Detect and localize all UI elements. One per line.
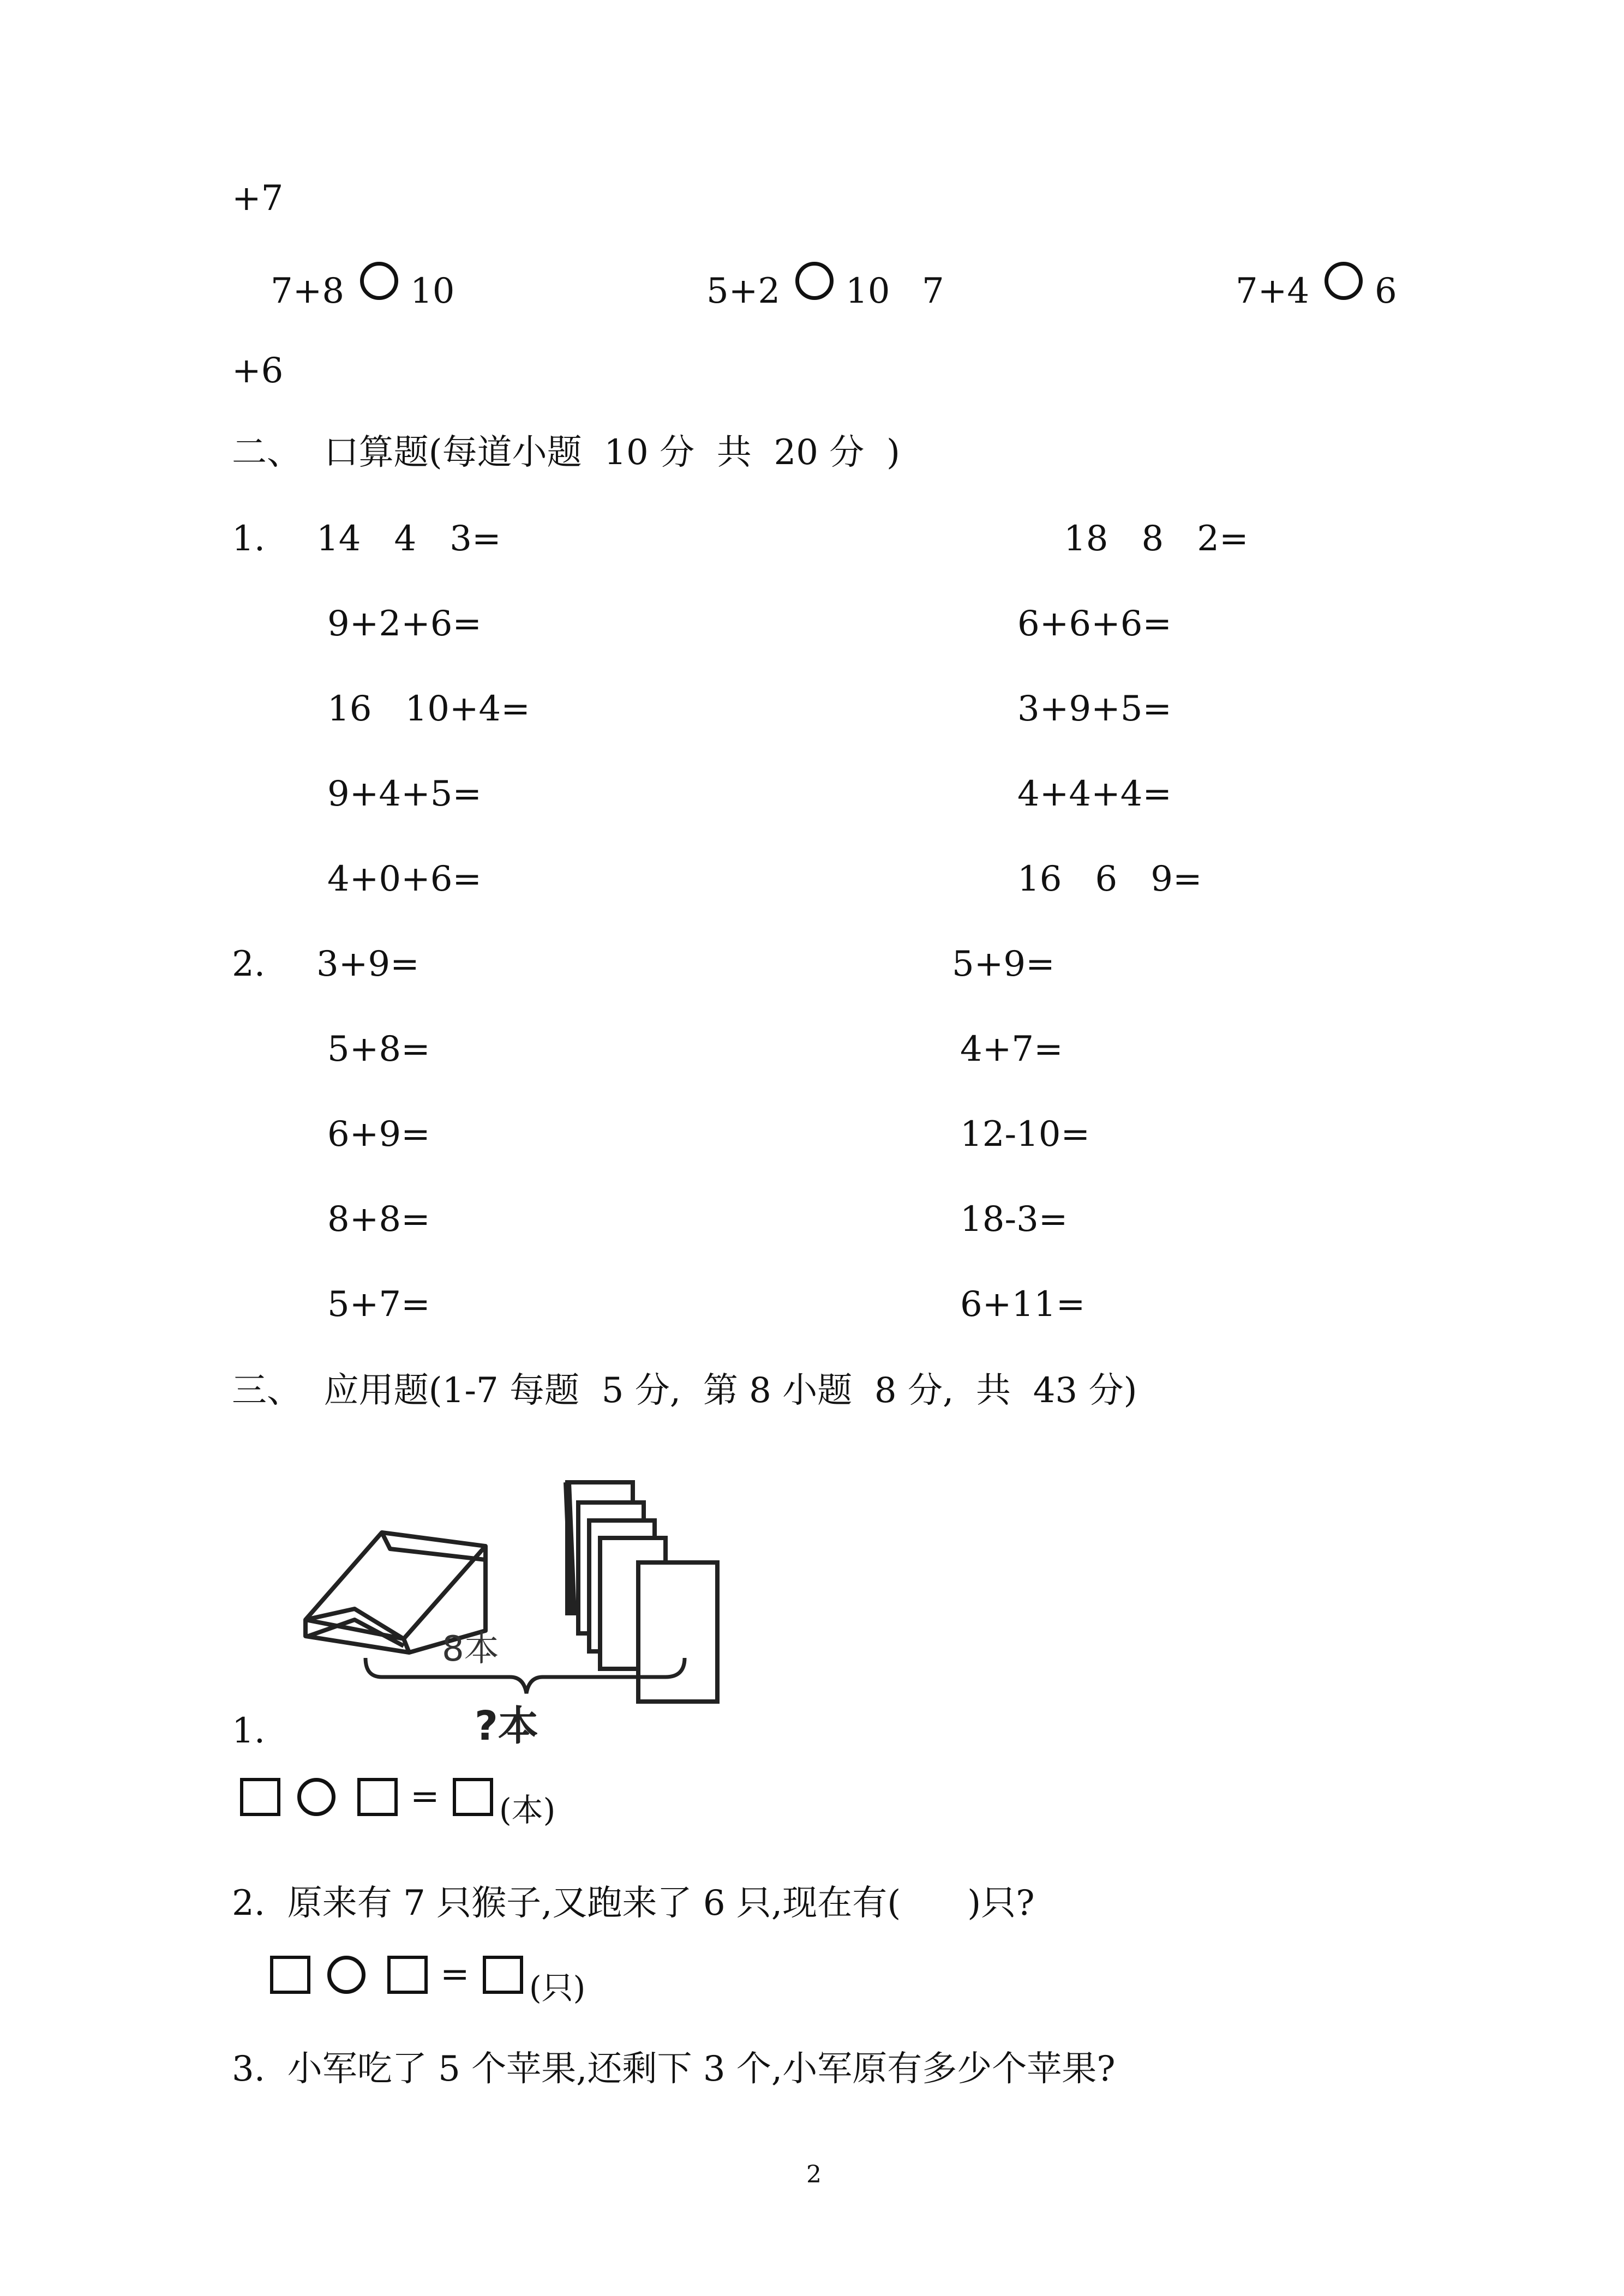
q2-left-3: 6+9= [327, 1114, 430, 1155]
q2-left-1: 3+9= [316, 944, 420, 984]
page-number: 2 [806, 2161, 822, 2189]
section2-heading: 二、 口算题(每道小题 10 分 共 20 分 ) [232, 432, 900, 473]
section3-heading: 三、 应用题(1-7 每题 5 分, 第 8 小题 8 分, 共 43 分) [232, 1371, 1137, 1411]
q1-right-4: 4+4+4= [1017, 774, 1172, 814]
operator-circle-1[interactable] [297, 1778, 335, 1816]
fragment-plus6: +6 [232, 351, 284, 391]
compare-circle-b [795, 262, 834, 300]
answer-box-6[interactable] [483, 1956, 523, 1994]
q2-right-2: 4+7= [960, 1029, 1063, 1069]
answer-box-5[interactable] [387, 1956, 428, 1994]
q2-left-2: 5+8= [327, 1029, 430, 1069]
q2-right-1: 5+9= [952, 944, 1055, 984]
q1-left-4: 9+4+5= [327, 774, 482, 814]
equals-sign-2: = [440, 1954, 470, 1994]
compare-b-left: 5+2 [706, 271, 781, 311]
q2-right-4: 18-3= [960, 1199, 1068, 1240]
operator-circle-2[interactable] [327, 1956, 365, 1994]
q2-right-3: 12-10= [960, 1114, 1090, 1155]
q1-right-3: 3+9+5= [1017, 689, 1172, 729]
unit-zhi: (只) [529, 1969, 586, 2006]
stacked-books-icon [567, 1482, 717, 1702]
q1-number: 1. [232, 519, 266, 559]
answer-box-4[interactable] [270, 1956, 310, 1994]
q1-right-5: 16 6 9= [1017, 859, 1202, 899]
answer-box-1[interactable] [240, 1778, 280, 1816]
compare-c-right: 6 [1375, 271, 1397, 311]
q2-left-4: 8+8= [327, 1199, 430, 1240]
books-figure [295, 1472, 742, 1756]
compare-a-left: 7+8 [271, 271, 345, 311]
q2-number: 2. [232, 944, 266, 984]
compare-circle-c [1325, 262, 1363, 300]
answer-box-2[interactable] [357, 1778, 398, 1816]
unit-ben: (本) [499, 1792, 556, 1829]
q2-right-5: 6+11= [960, 1284, 1086, 1325]
q1-left-3: 16 10+4= [327, 689, 530, 729]
q1-right-2: 6+6+6= [1017, 604, 1172, 644]
s3-q2-text: 2. 原来有 7 只猴子,又跑来了 6 只,现在有( )只? [232, 1883, 1035, 1924]
fragment-plus7: +7 [232, 178, 284, 219]
q1-right-1: 18 8 2= [1064, 519, 1249, 559]
equals-sign-1: = [410, 1776, 440, 1817]
figure-label-question: ?本 [475, 1703, 538, 1750]
s3-q3-text: 3. 小军吃了 5 个苹果,还剩下 3 个,小军原有多少个苹果? [232, 2049, 1116, 2089]
compare-b-right: 10 [846, 271, 890, 311]
q1-left-5: 4+0+6= [327, 859, 482, 899]
figure-label-8: 8本 [442, 1629, 499, 1669]
s3-q1-number: 1. [232, 1711, 266, 1751]
compare-c-left: 7+4 [1236, 271, 1310, 311]
compare-a-right: 10 [410, 271, 455, 311]
q1-left-1: 14 4 3= [316, 519, 501, 559]
q1-left-2: 9+2+6= [327, 604, 482, 644]
answer-box-3[interactable] [453, 1778, 493, 1816]
compare-circle-a [360, 262, 398, 300]
q2-left-5: 5+7= [327, 1284, 430, 1325]
compare-b-extra: 7 [922, 271, 944, 311]
